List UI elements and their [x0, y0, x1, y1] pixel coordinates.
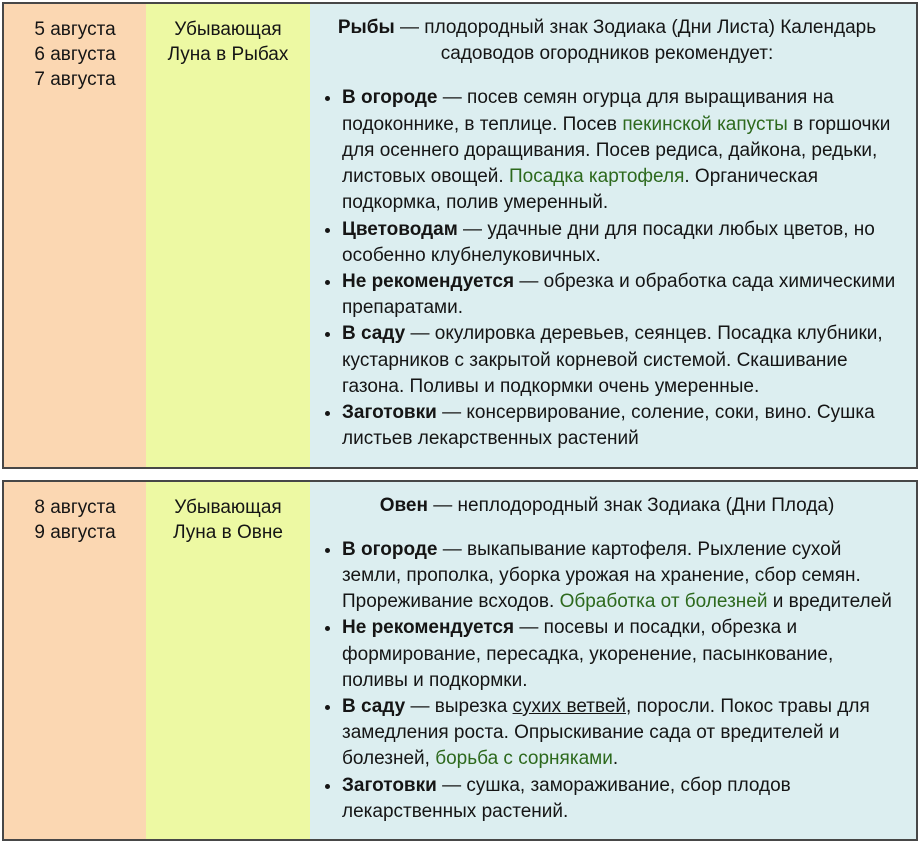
text-segment: В саду — [342, 696, 406, 718]
text-segment: , поросли. Покос травы для замедления роста. Опрыскивание сада от вредителей и болезней, — [342, 696, 870, 770]
text-segment: — посевы и посадки, обрезка и формирование, пересадка, укоренение, пасынкование, поливы и подкормки. — [342, 617, 834, 691]
recommendation-item — [342, 85, 900, 216]
zodiac-heading — [314, 15, 900, 67]
table-row — [3, 3, 917, 468]
date-line: 5 августа — [34, 19, 116, 40]
text-segment: — удачные дни для посадки любых цветов, но особенно клубнелуковичных. — [342, 218, 875, 266]
date-cell — [3, 481, 146, 841]
inline-link[interactable]: пекинской капусты — [622, 113, 788, 135]
inline-link[interactable]: борьба с сорняками — [435, 748, 613, 770]
moon-phase-text: Убывающая Луна в Овне — [173, 496, 283, 543]
calendar-table-aug-8-9 — [2, 480, 918, 842]
text-segment: . Органическая подкормка, полив умеренный. — [342, 166, 819, 214]
text-segment: Рыбы — [337, 17, 395, 38]
zodiac-heading — [314, 493, 900, 519]
text-segment: в горшочки для осеннего доращивания. Посев редиса, дайкона, редьки, листовых овощей. — [342, 113, 891, 188]
text-segment: — окулировка деревьев, сеянцев. Посадка клубники, кустарников с закрытой корневой системой. Скашивание газона. Поливы и подкормки очень умеренные. — [342, 323, 883, 397]
text-segment: — вырезка — [405, 696, 513, 718]
recommendation-item — [342, 217, 900, 269]
text-segment: и вредителей — [767, 591, 892, 613]
text-segment: Заготовки — [342, 402, 437, 424]
text-segment: В саду — [342, 323, 406, 345]
recommendations-list — [314, 85, 900, 452]
text-segment: В огороде — [342, 538, 438, 560]
text-segment: — плодородный знак Зодиака (Дни Листа) Календарь садоводов огородников рекомендует: — [394, 17, 877, 65]
recommendation-item — [342, 615, 900, 694]
text-segment: — обрезка и обработка сада химическими препаратами. — [342, 270, 896, 319]
text-segment: . — [612, 748, 619, 770]
text-segment: — неплодородный знак Зодиака (Дни Плода) — [427, 494, 835, 516]
calendar-table-aug-5-7 — [2, 2, 918, 469]
lunar-gardening-calendar — [2, 2, 918, 841]
recommendation-item — [342, 269, 900, 321]
recommendation-item — [342, 537, 900, 616]
recommendations-cell — [310, 3, 917, 468]
text-segment: Не рекомендуется — [342, 270, 515, 292]
table-row — [3, 481, 917, 841]
text-segment: — выкапывание картофеля. Рыхление сухой земли, прополка, уборка урожая на хранение, сбор семян. Прореживание всходов. — [342, 538, 861, 613]
recommendation-item — [342, 400, 900, 452]
date-cell — [3, 3, 146, 468]
moon-phase-text: Убывающая Луна в Рыбах — [167, 19, 289, 66]
recommendations-cell — [310, 481, 917, 841]
text-segment: Не рекомендуется — [342, 617, 515, 639]
text-segment: Цветоводам — [342, 218, 458, 240]
moon-phase-cell — [146, 3, 310, 468]
text-segment: Овен — [379, 494, 428, 516]
recommendation-item — [342, 694, 900, 773]
recommendation-item — [342, 773, 900, 825]
text-segment: Заготовки — [342, 774, 437, 796]
date-line: 6 августа — [34, 44, 116, 66]
date-line: 9 августа — [34, 521, 116, 543]
text-segment: В огороде — [342, 87, 438, 109]
text-segment: — посев семян огурца для выращивания на подоконнике, в теплице. Посев — [342, 87, 834, 135]
text-segment: — сушка, замораживание, сбор плодов лекарственных растений. — [342, 774, 791, 822]
text-segment: сухих ветвей — [512, 696, 627, 718]
recommendation-item — [342, 321, 900, 400]
moon-phase-cell — [146, 481, 310, 841]
date-line: 7 августа — [34, 69, 116, 91]
date-line: 8 августа — [34, 496, 116, 518]
text-segment: — консервирование, соление, соки, вино. Сушка листьев лекарственных растений — [342, 402, 875, 450]
inline-link[interactable]: Обработка от болезней — [559, 591, 768, 613]
recommendations-list — [314, 537, 900, 825]
inline-link[interactable]: Посадка картофеля — [508, 166, 685, 188]
